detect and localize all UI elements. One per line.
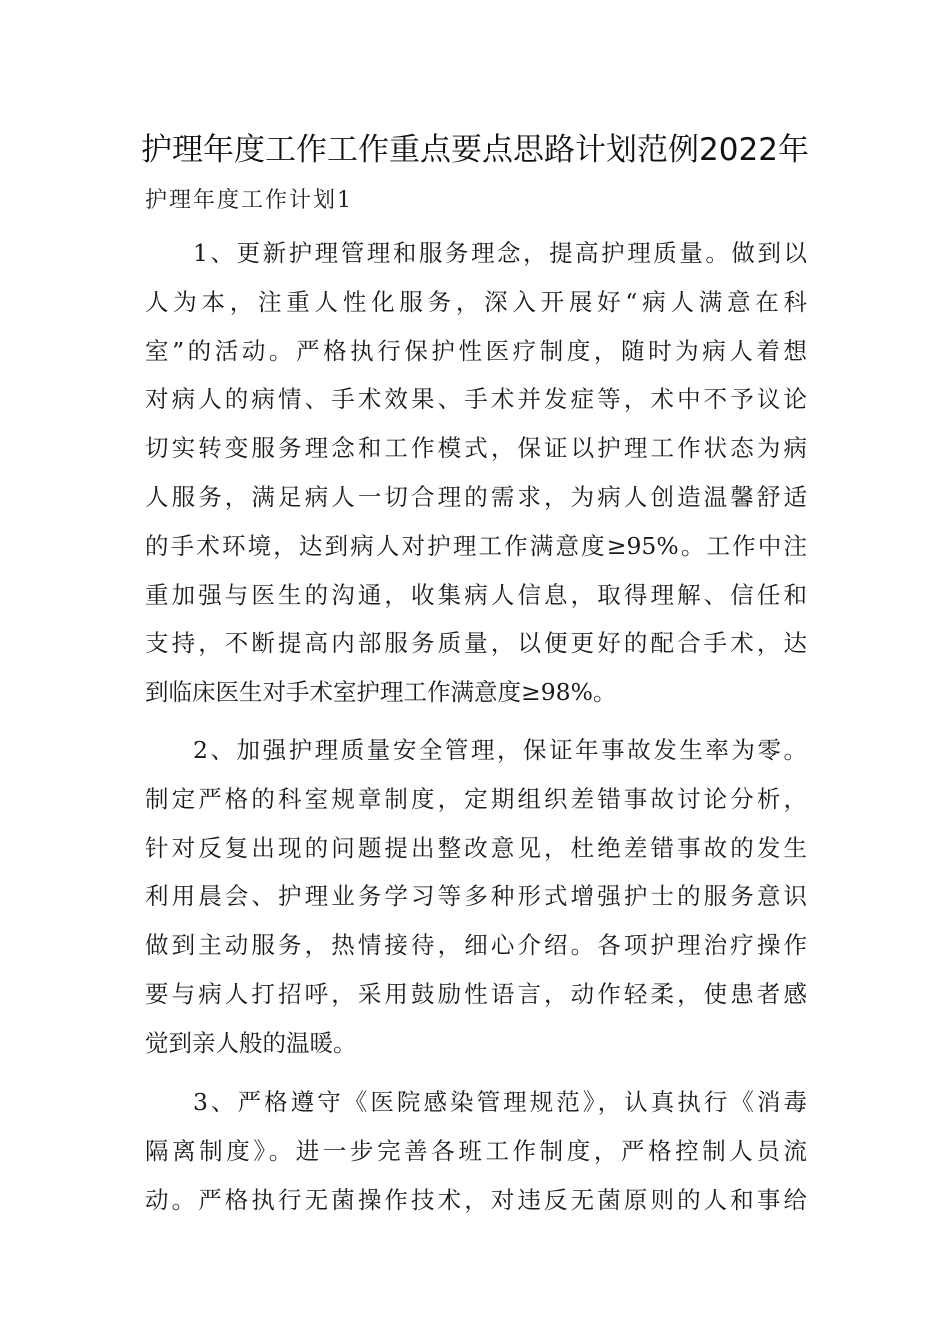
paragraph-line: 的手术环境，达到病人对护理工作满意度≥95%。工作中注 xyxy=(145,531,807,560)
paragraph-line: 1、更新护理管理和服务理念，提高护理质量。做到以 xyxy=(193,239,807,267)
paragraph-line: 人为本，注重人性化服务，深入开展好“病人满意在科 xyxy=(145,287,807,316)
paragraph-line: 切实转变服务理念和工作模式，保证以护理工作状态为病 xyxy=(145,434,807,463)
paragraph-line: 室”的活动。严格执行保护性医疗制度，随时为病人着想 xyxy=(145,336,807,365)
paragraph-line: 3、严格遵守《医院感染管理规范》，认真执行《消毒 xyxy=(193,1088,807,1116)
paragraph-line: 动。严格执行无菌操作技术，对违反无菌原则的人和事给 xyxy=(145,1185,807,1214)
paragraph-line: 重加强与医生的沟通，收集病人信息，取得理解、信任和 xyxy=(145,580,807,609)
paragraph-line: 做到主动服务，热情接待，细心介绍。各项护理治疗操作 xyxy=(145,931,807,960)
document-title: 护理年度工作工作重点要点思路计划范例2022年 xyxy=(141,132,809,168)
paragraph-line: 觉到亲人般的温暖。 xyxy=(145,1028,357,1057)
paragraph-line: 支持，不断提高内部服务质量，以便更好的配合手术，达 xyxy=(145,629,807,658)
paragraph-line: 2、加强护理质量安全管理，保证年事故发生率为零。 xyxy=(193,736,807,764)
paragraph-2 xyxy=(145,726,807,1068)
paragraph-1 xyxy=(145,229,807,717)
paragraph-line: 制定严格的科室规章制度，定期组织差错事故讨论分析， xyxy=(145,784,807,813)
document-subtitle: 护理年度工作计划1 xyxy=(145,188,353,213)
paragraph-line: 要与病人打招呼，采用鼓励性语言，动作轻柔，使患者感 xyxy=(145,979,807,1008)
paragraph-line: 到临床医生对手术室护理工作满意度≥98%。 xyxy=(145,678,617,707)
paragraph-line: 隔离制度》。进一步完善各班工作制度，严格控制人员流 xyxy=(145,1136,807,1165)
paragraph-line: 对病人的病情、手术效果、手术并发症等，术中不予议论 xyxy=(145,385,807,414)
paragraph-3 xyxy=(145,1078,807,1224)
paragraph-line: 人服务，满足病人一切合理的需求，为病人创造温馨舒适 xyxy=(145,482,807,511)
paragraph-line: 利用晨会、护理业务学习等多种形式增强护士的服务意识 xyxy=(145,882,807,911)
paragraph-line: 针对反复出现的问题提出整改意见，杜绝差错事故的发生 xyxy=(145,833,807,862)
